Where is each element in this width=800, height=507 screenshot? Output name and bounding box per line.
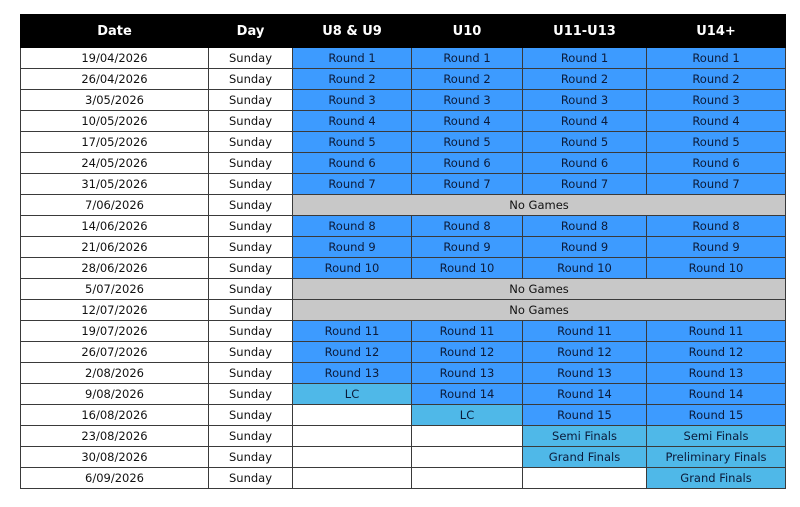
cell-u14-plus: Semi Finals [647, 426, 786, 447]
cell-u10: Round 3 [412, 90, 523, 111]
cell-u14-plus: Round 5 [647, 132, 786, 153]
date-cell: 26/04/2026 [21, 69, 209, 90]
date-cell: 26/07/2026 [21, 342, 209, 363]
cell-u11-u13: Round 3 [523, 90, 647, 111]
fixture-table [20, 14, 786, 489]
cell-u8-u9: Round 13 [293, 363, 412, 384]
cell-u8-u9: Round 12 [293, 342, 412, 363]
table-row [21, 384, 786, 405]
cell-u14-plus: Preliminary Finals [647, 447, 786, 468]
date-cell: 16/08/2026 [21, 405, 209, 426]
cell-u11-u13: Round 4 [523, 111, 647, 132]
header-day: Day [209, 15, 293, 48]
cell-u10: Round 6 [412, 153, 523, 174]
cell-u14-plus: Round 11 [647, 321, 786, 342]
day-cell: Sunday [209, 69, 293, 90]
header-u10: U10 [412, 15, 523, 48]
cell-u14-plus: Round 6 [647, 153, 786, 174]
cell-u10: Round 10 [412, 258, 523, 279]
cell-u10 [412, 468, 523, 489]
cell-u14-plus: Round 13 [647, 363, 786, 384]
cell-u10: Round 14 [412, 384, 523, 405]
cell-u11-u13: Round 13 [523, 363, 647, 384]
cell-u14-plus: Round 1 [647, 48, 786, 69]
cell-u10: Round 11 [412, 321, 523, 342]
cell-u8-u9: Round 4 [293, 111, 412, 132]
date-cell: 24/05/2026 [21, 153, 209, 174]
table-row [21, 48, 786, 69]
day-cell: Sunday [209, 174, 293, 195]
cell-u10: Round 7 [412, 174, 523, 195]
date-cell: 2/08/2026 [21, 363, 209, 384]
cell-u11-u13: Semi Finals [523, 426, 647, 447]
cell-u10: Round 8 [412, 216, 523, 237]
cell-u10: Round 1 [412, 48, 523, 69]
day-cell: Sunday [209, 48, 293, 69]
day-cell: Sunday [209, 258, 293, 279]
cell-u8-u9: Round 5 [293, 132, 412, 153]
table-row [21, 69, 786, 90]
table-row [21, 216, 786, 237]
cell-u14-plus: Round 3 [647, 90, 786, 111]
no-games-cell: No Games [293, 279, 786, 300]
no-games-cell: No Games [293, 195, 786, 216]
cell-u10: Round 9 [412, 237, 523, 258]
cell-u8-u9 [293, 447, 412, 468]
date-cell: 6/09/2026 [21, 468, 209, 489]
cell-u10: Round 2 [412, 69, 523, 90]
header-u14-plus: U14+ [647, 15, 786, 48]
day-cell: Sunday [209, 447, 293, 468]
table-row [21, 468, 786, 489]
header-date: Date [21, 15, 209, 48]
cell-u8-u9: Round 2 [293, 69, 412, 90]
cell-u8-u9: Round 7 [293, 174, 412, 195]
table-row [21, 174, 786, 195]
cell-u14-plus: Grand Finals [647, 468, 786, 489]
table-row [21, 258, 786, 279]
day-cell: Sunday [209, 195, 293, 216]
cell-u11-u13: Round 9 [523, 237, 647, 258]
cell-u8-u9 [293, 426, 412, 447]
day-cell: Sunday [209, 111, 293, 132]
cell-u8-u9: Round 3 [293, 90, 412, 111]
cell-u8-u9 [293, 468, 412, 489]
table-row [21, 363, 786, 384]
no-games-cell: No Games [293, 300, 786, 321]
table-row [21, 279, 786, 300]
day-cell: Sunday [209, 426, 293, 447]
cell-u14-plus: Round 14 [647, 384, 786, 405]
cell-u14-plus: Round 8 [647, 216, 786, 237]
cell-u8-u9: LC [293, 384, 412, 405]
header-row [21, 15, 786, 48]
date-cell: 14/06/2026 [21, 216, 209, 237]
date-cell: 23/08/2026 [21, 426, 209, 447]
day-cell: Sunday [209, 405, 293, 426]
cell-u14-plus: Round 7 [647, 174, 786, 195]
cell-u8-u9: Round 10 [293, 258, 412, 279]
date-cell: 30/08/2026 [21, 447, 209, 468]
cell-u14-plus: Round 2 [647, 69, 786, 90]
table-row [21, 132, 786, 153]
cell-u11-u13: Round 5 [523, 132, 647, 153]
cell-u11-u13: Round 11 [523, 321, 647, 342]
day-cell: Sunday [209, 300, 293, 321]
cell-u11-u13: Round 14 [523, 384, 647, 405]
cell-u8-u9 [293, 405, 412, 426]
cell-u10 [412, 426, 523, 447]
table-row [21, 426, 786, 447]
date-cell: 3/05/2026 [21, 90, 209, 111]
cell-u8-u9: Round 6 [293, 153, 412, 174]
cell-u8-u9: Round 11 [293, 321, 412, 342]
cell-u11-u13: Round 10 [523, 258, 647, 279]
cell-u10: Round 13 [412, 363, 523, 384]
cell-u11-u13: Round 15 [523, 405, 647, 426]
day-cell: Sunday [209, 237, 293, 258]
table-row [21, 237, 786, 258]
cell-u10 [412, 447, 523, 468]
cell-u8-u9: Round 1 [293, 48, 412, 69]
date-cell: 31/05/2026 [21, 174, 209, 195]
date-cell: 9/08/2026 [21, 384, 209, 405]
day-cell: Sunday [209, 342, 293, 363]
cell-u11-u13: Round 8 [523, 216, 647, 237]
day-cell: Sunday [209, 216, 293, 237]
table-row [21, 405, 786, 426]
fixture-table-container [20, 14, 785, 489]
header-u11-u13: U11-U13 [523, 15, 647, 48]
date-cell: 5/07/2026 [21, 279, 209, 300]
day-cell: Sunday [209, 384, 293, 405]
cell-u10: Round 5 [412, 132, 523, 153]
table-row [21, 447, 786, 468]
cell-u14-plus: Round 4 [647, 111, 786, 132]
cell-u14-plus: Round 12 [647, 342, 786, 363]
cell-u11-u13: Round 7 [523, 174, 647, 195]
date-cell: 21/06/2026 [21, 237, 209, 258]
cell-u14-plus: Round 10 [647, 258, 786, 279]
cell-u11-u13 [523, 468, 647, 489]
day-cell: Sunday [209, 132, 293, 153]
table-row [21, 195, 786, 216]
day-cell: Sunday [209, 468, 293, 489]
cell-u10: Round 12 [412, 342, 523, 363]
cell-u11-u13: Round 12 [523, 342, 647, 363]
date-cell: 7/06/2026 [21, 195, 209, 216]
day-cell: Sunday [209, 321, 293, 342]
day-cell: Sunday [209, 279, 293, 300]
table-row [21, 111, 786, 132]
table-row [21, 321, 786, 342]
date-cell: 19/04/2026 [21, 48, 209, 69]
cell-u10: Round 4 [412, 111, 523, 132]
cell-u14-plus: Round 9 [647, 237, 786, 258]
cell-u14-plus: Round 15 [647, 405, 786, 426]
date-cell: 19/07/2026 [21, 321, 209, 342]
day-cell: Sunday [209, 90, 293, 111]
cell-u11-u13: Grand Finals [523, 447, 647, 468]
date-cell: 17/05/2026 [21, 132, 209, 153]
table-row [21, 153, 786, 174]
cell-u11-u13: Round 6 [523, 153, 647, 174]
table-body [21, 48, 786, 489]
date-cell: 10/05/2026 [21, 111, 209, 132]
header-u8-u9: U8 & U9 [293, 15, 412, 48]
day-cell: Sunday [209, 153, 293, 174]
cell-u8-u9: Round 9 [293, 237, 412, 258]
table-row [21, 90, 786, 111]
table-header [21, 15, 786, 48]
table-row [21, 300, 786, 321]
cell-u11-u13: Round 2 [523, 69, 647, 90]
cell-u10: LC [412, 405, 523, 426]
cell-u8-u9: Round 8 [293, 216, 412, 237]
day-cell: Sunday [209, 363, 293, 384]
cell-u11-u13: Round 1 [523, 48, 647, 69]
date-cell: 28/06/2026 [21, 258, 209, 279]
table-row [21, 342, 786, 363]
date-cell: 12/07/2026 [21, 300, 209, 321]
